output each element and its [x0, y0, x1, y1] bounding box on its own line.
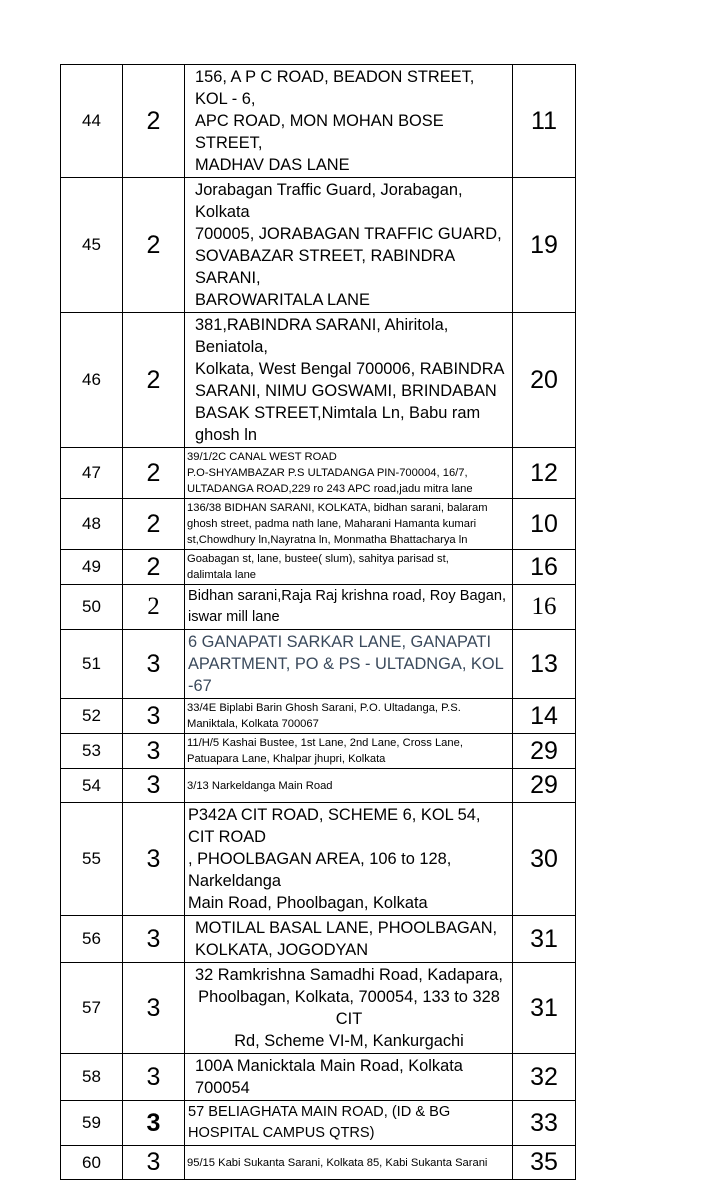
address-line: 33/4E Biplabi Barin Ghosh Sarani, P.O. Ultadanga, P.S.	[187, 702, 461, 714]
table-row	[61, 550, 576, 585]
serial-number-cell: 51	[61, 630, 123, 699]
ward-number-cell: 3	[123, 734, 185, 769]
address-line: Goabagan st, lane, bustee( slum), sahitya parisad st,	[187, 553, 449, 565]
address-table	[60, 64, 576, 1180]
serial-number-cell: 57	[61, 963, 123, 1054]
address-cell	[185, 1146, 513, 1180]
address-cell	[185, 916, 513, 963]
address-line: SOVABAZAR STREET, RABINDRA SARANI,	[195, 247, 455, 287]
serial-number-cell: 48	[61, 499, 123, 550]
address-line: Rd, Scheme VI-M, Kankurgachi	[234, 1032, 464, 1050]
table-row	[61, 1054, 576, 1101]
count-cell: 30	[513, 803, 576, 916]
count-cell: 16	[513, 550, 576, 585]
address-line: 700005, JORABAGAN TRAFFIC GUARD,	[195, 225, 502, 243]
count-cell: 32	[513, 1054, 576, 1101]
ward-number-cell: 3	[123, 963, 185, 1054]
address-cell	[185, 585, 513, 630]
address-cell	[185, 313, 513, 448]
table-row	[61, 499, 576, 550]
address-line: Jorabagan Traffic Guard, Jorabagan, Kolkata	[195, 181, 463, 221]
address-line: P342A CIT ROAD, SCHEME 6, KOL 54, CIT ROAD	[188, 806, 481, 846]
address-line: 95/15 Kabi Sukanta Sarani, Kolkata 85, Kabi Sukanta Sarani	[187, 1156, 488, 1169]
ward-number-cell: 3	[123, 699, 185, 734]
address-line: Maniktala, Kolkata 700067	[187, 718, 319, 730]
address-line: HOSPITAL CAMPUS QTRS)	[188, 1125, 375, 1141]
address-line: KOLKATA, JOGODYAN	[195, 941, 369, 959]
address-cell	[185, 448, 513, 499]
address-line: BAROWARITALA LANE	[195, 291, 370, 309]
count-cell: 10	[513, 499, 576, 550]
ward-number-cell: 2	[123, 178, 185, 313]
table-row	[61, 803, 576, 916]
count-cell: 11	[513, 65, 576, 178]
address-line: 381,RABINDRA SARANI, Ahiritola, Beniatola,	[195, 316, 449, 356]
count-cell: 33	[513, 1101, 576, 1146]
table-row	[61, 313, 576, 448]
address-line: Bidhan sarani,Raja Raj krishna road, Roy Bagan,	[188, 588, 506, 604]
ward-number-cell: 3	[123, 1146, 185, 1180]
ward-number-cell: 3	[123, 630, 185, 699]
count-cell: 35	[513, 1146, 576, 1180]
ward-number-cell: 2	[123, 448, 185, 499]
address-line: BASAK STREET,Nimtala Ln, Babu ram ghosh ln	[195, 404, 481, 444]
address-cell	[185, 734, 513, 769]
address-line: 6 GANAPATI SARKAR LANE, GANAPATI	[188, 633, 491, 651]
count-cell: 12	[513, 448, 576, 499]
ward-number-cell: 2	[123, 313, 185, 448]
address-line: APARTMENT, PO & PS - ULTADNGA, KOL -67	[188, 655, 504, 695]
serial-number-cell: 47	[61, 448, 123, 499]
address-cell	[185, 499, 513, 550]
address-line: 39/1/2C CANAL WEST ROAD	[187, 451, 337, 463]
ward-number-cell: 3	[123, 803, 185, 916]
address-line: Main Road, Phoolbagan, Kolkata	[188, 894, 428, 912]
address-line: P.O-SHYAMBAZAR P.S ULTADANGA PIN-700004, 16/7,	[187, 467, 468, 479]
address-line: 136/38 BIDHAN SARANI, KOLKATA, bidhan sarani, balaram	[187, 502, 488, 514]
address-line: 3/13 Narkeldanga Main Road	[187, 779, 333, 792]
table-row	[61, 1146, 576, 1180]
address-cell	[185, 65, 513, 178]
address-cell	[185, 963, 513, 1054]
serial-number-cell: 50	[61, 585, 123, 630]
serial-number-cell: 56	[61, 916, 123, 963]
ward-number-cell: 2	[123, 65, 185, 178]
address-line: Phoolbagan, Kolkata, 700054, 133 to 328 CIT	[198, 988, 500, 1028]
ward-number-cell: 3	[123, 916, 185, 963]
table-row	[61, 963, 576, 1054]
serial-number-cell: 60	[61, 1146, 123, 1180]
address-cell	[185, 1101, 513, 1146]
table-row	[61, 65, 576, 178]
table-row	[61, 1101, 576, 1146]
ward-number-cell: 3	[123, 769, 185, 803]
count-cell: 31	[513, 916, 576, 963]
table-row	[61, 585, 576, 630]
address-cell	[185, 630, 513, 699]
address-cell	[185, 803, 513, 916]
count-cell: 16	[513, 585, 576, 630]
address-line: st,Chowdhury ln,Nayratna ln, Monmatha Bhattacharya ln	[187, 534, 468, 546]
serial-number-cell: 46	[61, 313, 123, 448]
ward-number-cell: 3	[123, 1054, 185, 1101]
count-cell: 29	[513, 769, 576, 803]
address-cell	[185, 550, 513, 585]
ward-number-cell: 2	[123, 585, 185, 630]
ward-number-cell: 2	[123, 550, 185, 585]
address-line: 100A Manicktala Main Road, Kolkata 700054	[195, 1057, 463, 1097]
ward-number-cell: 3	[123, 1101, 185, 1146]
address-line: ULTADANGA ROAD,229 ro 243 APC road,jadu mitra lane	[187, 483, 473, 495]
count-cell: 20	[513, 313, 576, 448]
serial-number-cell: 58	[61, 1054, 123, 1101]
address-cell	[185, 178, 513, 313]
address-line: dalimtala lane	[187, 569, 257, 581]
address-line: iswar mill lane	[188, 609, 280, 625]
address-line: 32 Ramkrishna Samadhi Road, Kadapara,	[195, 966, 503, 984]
serial-number-cell: 54	[61, 769, 123, 803]
table-row	[61, 699, 576, 734]
count-cell: 14	[513, 699, 576, 734]
address-line: Patuapara Lane, Khalpar jhupri, Kolkata	[187, 753, 386, 765]
serial-number-cell: 59	[61, 1101, 123, 1146]
table-row	[61, 916, 576, 963]
count-cell: 31	[513, 963, 576, 1054]
table-body	[61, 65, 576, 1180]
serial-number-cell: 44	[61, 65, 123, 178]
address-cell	[185, 699, 513, 734]
address-line: Kolkata, West Bengal 700006, RABINDRA	[195, 360, 505, 378]
address-line: ghosh street, padma nath lane, Maharani Hamanta kumari	[187, 518, 477, 530]
count-cell: 13	[513, 630, 576, 699]
address-line: APC ROAD, MON MOHAN BOSE STREET,	[195, 112, 444, 152]
table-row	[61, 769, 576, 803]
address-line: , PHOOLBAGAN AREA, 106 to 128, Narkeldanga	[188, 850, 452, 890]
serial-number-cell: 55	[61, 803, 123, 916]
address-line: SARANI, NIMU GOSWAMI, BRINDABAN	[195, 382, 497, 400]
count-cell: 19	[513, 178, 576, 313]
ward-number-cell: 2	[123, 499, 185, 550]
address-line: 156, A P C ROAD, BEADON STREET, KOL - 6,	[195, 68, 475, 108]
address-line: MADHAV DAS LANE	[195, 156, 350, 174]
address-line: 57 BELIAGHATA MAIN ROAD, (ID & BG	[188, 1104, 451, 1120]
address-cell	[185, 769, 513, 803]
serial-number-cell: 52	[61, 699, 123, 734]
table-row	[61, 630, 576, 699]
serial-number-cell: 53	[61, 734, 123, 769]
address-line: MOTILAL BASAL LANE, PHOOLBAGAN,	[195, 919, 498, 937]
count-cell: 29	[513, 734, 576, 769]
table-row	[61, 178, 576, 313]
address-cell	[185, 1054, 513, 1101]
table-row	[61, 448, 576, 499]
serial-number-cell: 49	[61, 550, 123, 585]
serial-number-cell: 45	[61, 178, 123, 313]
table-row	[61, 734, 576, 769]
address-line: 11/H/5 Kashai Bustee, 1st Lane, 2nd Lane, Cross Lane,	[187, 737, 463, 749]
